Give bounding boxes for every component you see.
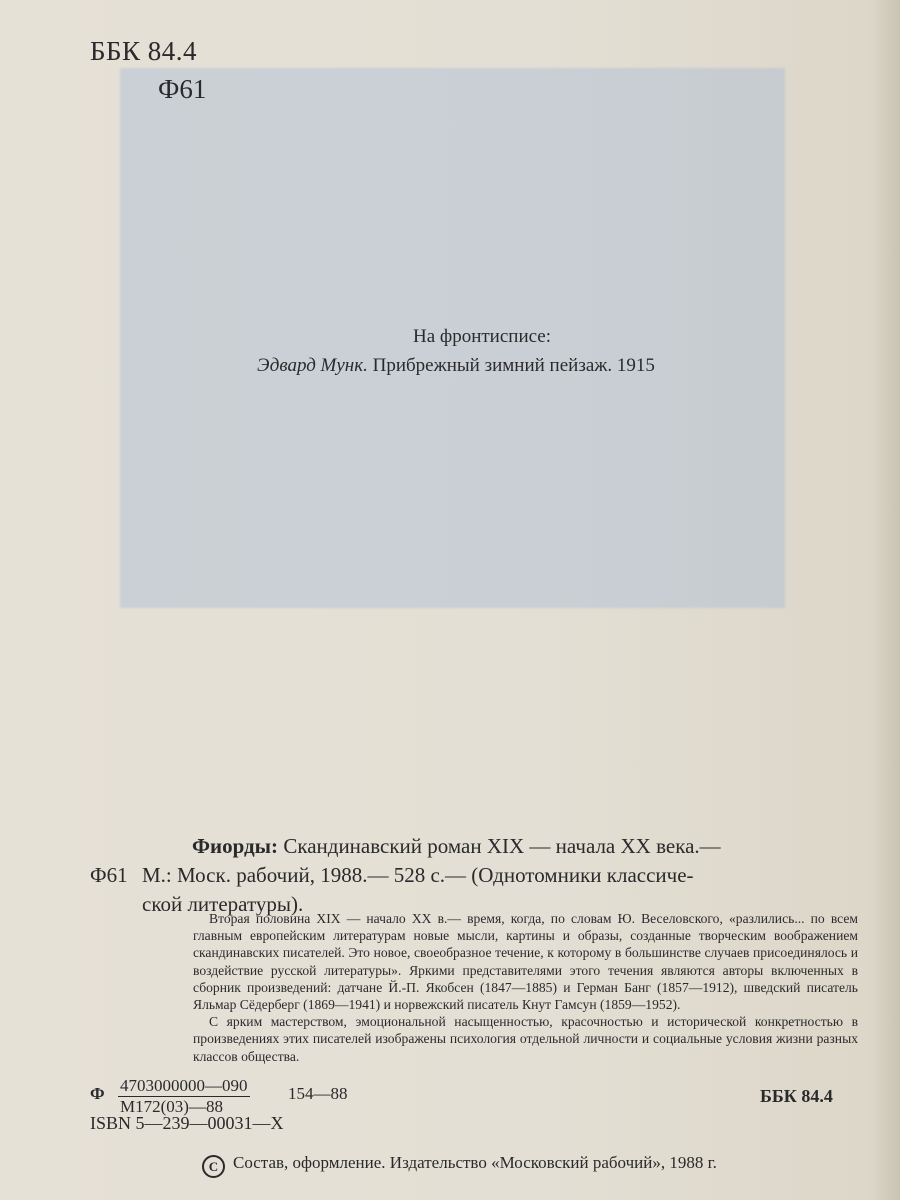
annotation [193,910,858,1065]
bib-subtitle: Скандинавский роман XIX — начала XX века.— [278,834,721,858]
frontispiece-caption [257,355,655,377]
catalog-numerator: 4703000000—090 [120,1076,248,1095]
bib-imprint: М.: Моск. рабочий, 1988.— 528 с.— (Однотомники классиче- [142,863,694,887]
bib-index: Ф61 [90,863,128,887]
frontispiece-title: Прибрежный зимний пейзаж. 1915 [367,355,655,376]
bib-title-line [90,832,870,861]
bbk-code-bottom: ББК 84.4 [760,1086,833,1106]
isbn: ISBN 5—239—00031—X [90,1113,284,1133]
frontispiece-author: Эдвард Мунк. [257,355,368,376]
annotation-paragraph-2: С ярким мастерством, эмоциональной насыщенностью, красочностью и исторической конкретностью в произведениях этих писателей изображены психология отдельной личности и социальные условия жизни разных классов общества. [193,1014,858,1064]
bib-title: Фиорды: [192,834,279,858]
copyright-line [202,1153,717,1178]
bibliographic-record [90,832,870,919]
author-index-top: Ф61 [158,74,207,104]
frontispiece-label: На фронтисписе: [413,326,552,347]
bbk-code-top: ББК 84.4 [90,36,198,66]
catalog-tail: 154—88 [288,1084,348,1103]
bib-imprint-line [90,861,870,890]
catalog-fraction [118,1076,250,1117]
annotation-paragraph-1: Вторая половина XIX — начало XX в.— время, когда, по словам Ю. Веселовского, «разлились... по всем главным европейским литературам новые мысли, картины и образы, созданные творческим воображением скандинавских писателей. Это новое, своеобразное течение, к которому в большинстве случаев присоединялось и воздействие русской литературы». Яркими представителями этого течения являются авторы включенных в сборник произведений: датчане Й.-П. Якобсен (1847—1885) и Герман Банг (1857—1912), шведский писатель Яльмар Сёдерберг (1869—1941) и норвежский писатель Кнут Гамсун (1859—1952). [193,911,858,1013]
catalog-denominator: М172(03)—88 [120,1097,223,1116]
copyright-text: Состав, оформление. Издательство «Московский рабочий», 1988 г. [233,1153,717,1172]
catalog-letter: Ф [90,1084,105,1103]
copyright-icon: C [202,1155,225,1178]
page-edge-shadow [870,0,900,1200]
bib-series-line: ской литературы). [142,892,304,916]
